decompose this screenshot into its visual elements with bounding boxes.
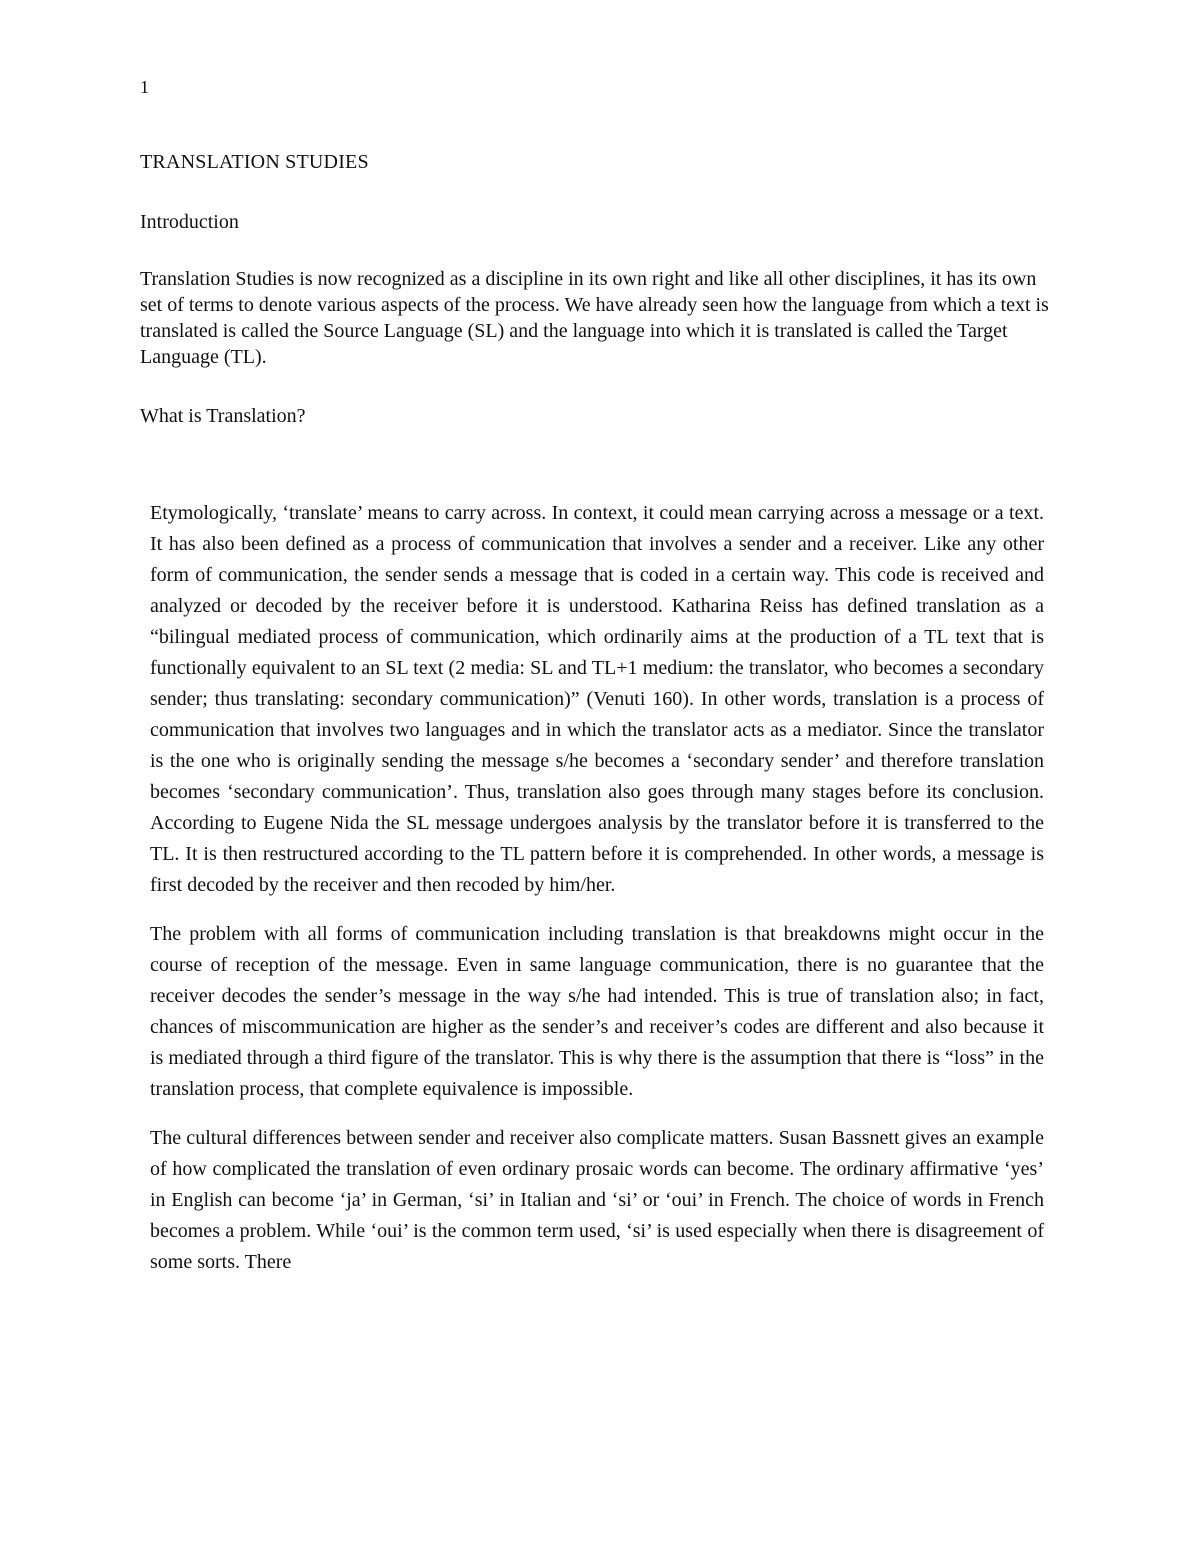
body-text (150, 498, 1044, 1296)
introduction-paragraph: Translation Studies is now recognized as a discipline in its own right and like all other disciplines, it has its own set of terms to denote various aspects of the process. We have already seen how the language from which a text is translated is called the Source Language (SL) and the language into which it is translated is called the Target Language (TL). (140, 268, 1049, 368)
document-header (140, 148, 1060, 430)
body-paragraph-etymology: Etymologically, ‘translate’ means to carry across. In context, it could mean carrying across a message or a text. It has also been defined as a process of communication that involves a sender and a receiver. Like any other form of communication, the sender sends a message that is coded in a certain way. This code is received and analyzed or decoded by the receiver before it is understood. Katharina Reiss has defined translation as a “bilingual mediated process of communication, which ordinarily aims at the production of a TL text that is functionally equivalent to an SL text (2 media: SL and TL+1 medium: the translator, who becomes a secondary sender; thus translating: secondary communication)” (Venuti 160). In other words, translation is a process of communication that involves two languages and in which the translator acts as a mediator. Since the translator is the one who is originally sending the message s/he becomes a ‘secondary sender’ and therefore translation becomes ‘secondary communication’. Thus, translation also goes through many stages before its conclusion. According to Eugene Nida the SL message undergoes analysis by the translator before it is transferred to the TL. It is then restructured according to the TL pattern before it is comprehended. In other words, a message is first decoded by the receiver and then recoded by him/her. (150, 502, 1044, 896)
document-title: TRANSLATION STUDIES (140, 151, 369, 173)
page-number: 1 (140, 77, 149, 97)
body-paragraph-communication-problem: The problem with all forms of communication including translation is that breakdowns might occur in the course of reception of the message. Even in same language communication, there is no guarantee that the receiver decodes the sender’s message in the way s/he had intended. This is true of translation also; in fact, chances of miscommunication are higher as the sender’s and receiver’s codes are different and also because it is mediated through a third figure of the translator. This is why there is the assumption that there is “loss” in the translation process, that complete equivalence is impossible. (150, 923, 1044, 1100)
introduction-heading: Introduction (140, 211, 239, 233)
what-is-translation-heading: What is Translation? (140, 405, 306, 427)
body-paragraph-cultural-differences: The cultural differences between sender and receiver also complicate matters. Susan Bassnett gives an example of how complicated the translation of even ordinary prosaic words can become. The ordinary affirmative ‘yes’ in English can become ‘ja’ in German, ‘si’ in Italian and ‘si’ or ‘oui’ in French. The choice of words in French becomes a problem. While ‘oui’ is the common term used, ‘si’ is used especially when there is disagreement of some sorts. There (150, 1127, 1044, 1273)
